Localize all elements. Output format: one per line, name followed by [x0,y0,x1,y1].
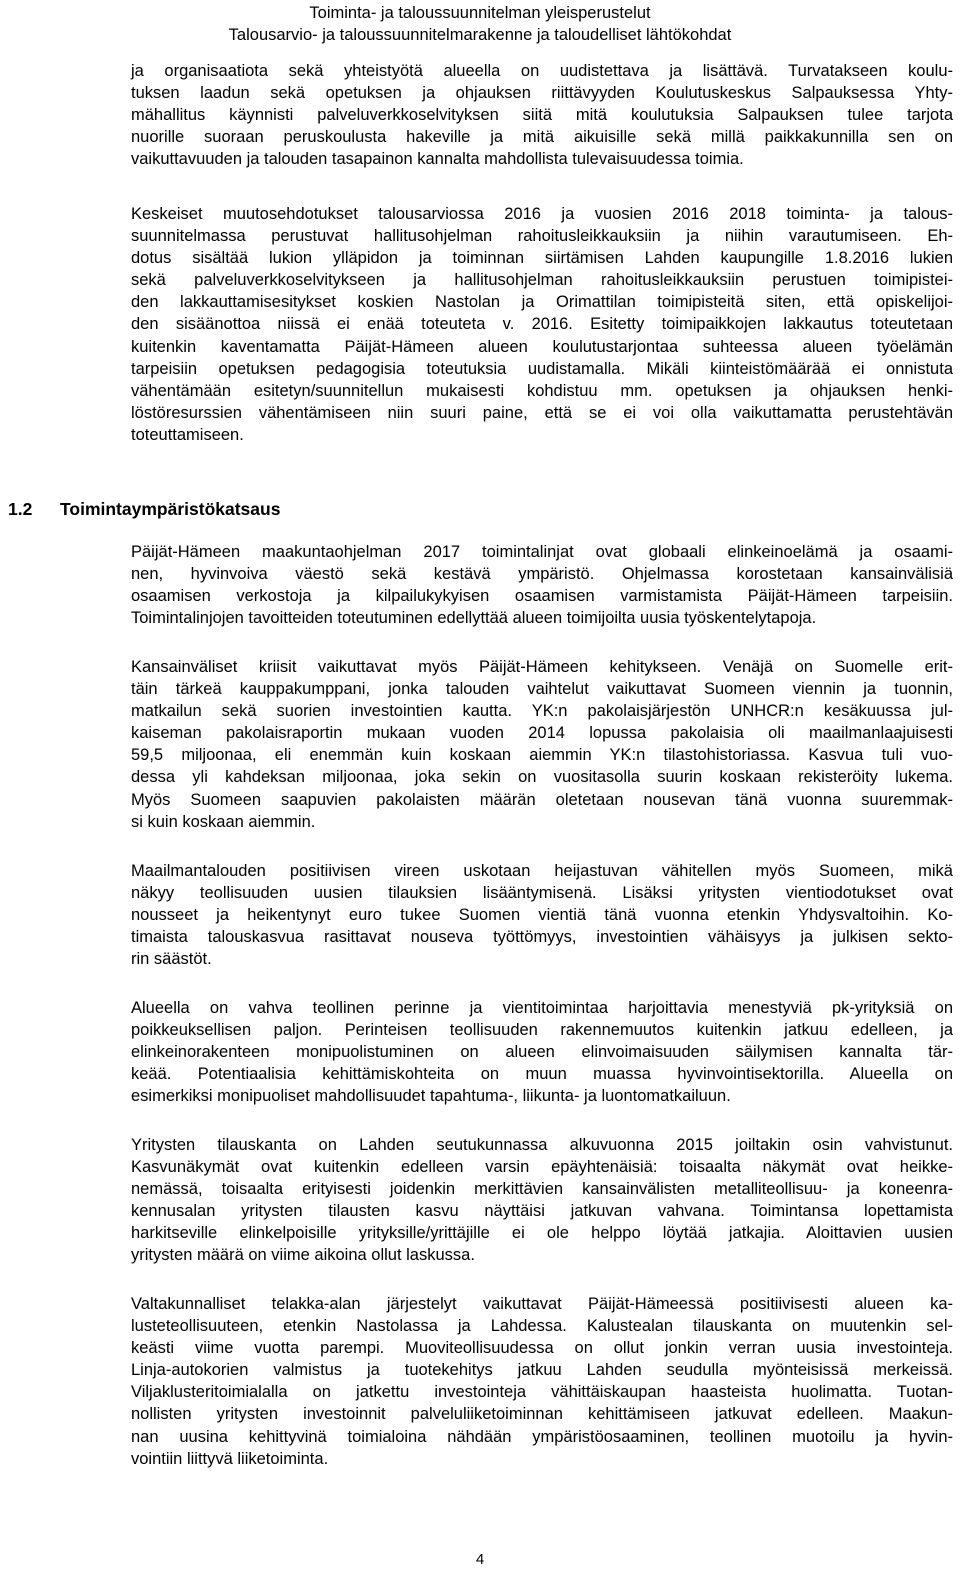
section-title: Toimintaympäristökatsaus [60,499,281,519]
text-line: rin säästöt. [131,950,212,969]
paragraph-tilauskanta [131,1134,953,1267]
section-heading [0,497,960,521]
text-line: kennusalan yritysten tilausten kasvu näyttäisi jatkuvan vahvana. Toimintansa lopettamista [131,1202,953,1221]
text-line: Keskeiset muutosehdotukset talousarviossa 2016 ja vuosien 2016 2018 toiminta- ja talous- [131,205,953,223]
text-line: esimerkiksi monipuoliset mahdollisuudet tapahtuma-, liikunta- ja luontomatkailuun. [131,1087,731,1106]
text-line: nousseet ja heikentynyt euro tukee Suomen vientiä tänä vuonna etenkin Yhdysvaltoihin. Ko- [131,906,953,925]
text-line: näkyy teollisuuden uusien tilauksien lisääntymisenä. Lisäksi yritysten vientiodotukset ovat [131,884,953,903]
text-line: Toimintalinjojen tavoitteiden toteutuminen edellyttää alueen toimijoilta uusia työskentelytapoja. [131,609,817,628]
paragraph-kansainvaliset-kriisit [131,656,953,833]
text-line: Valtakunnalliset telakka-alan järjestelyt vaikuttavat Päijät-Hämeessä positiivisesti alueen ka- [131,1295,953,1313]
text-line: yritysten määrä on viime aikoina ollut laskussa. [131,1246,475,1265]
text-line: nen, hyvinvoiva väestö sekä kestävä ympäristö. Ohjelmassa korostetaan kansainvälisiä [131,565,953,584]
text-line: si kuin koskaan aiemmin. [131,812,316,831]
text-line: elinkeinorakenteen monipuolistuminen on alueen elinvoimaisuuden säilymisen kannalta tär- [131,1043,953,1062]
text-line: dessa yli kahdeksan miljoonaa, joka sekin on vuositasolla suurin koskaan rekisteröity lukema. [131,768,953,787]
text-line: Kasvunäkymät ovat kuitenkin edelleen varsin epäyhtenäisiä: toisaalta näkymät ovat heikke- [131,1158,953,1177]
text-line: vaikuttavuuden ja talouden tasapainon kannalta mahdollista tulevaisuudessa toimia. [131,150,744,169]
paragraph-maailmantalous [131,860,953,970]
page-number: 4 [475,1551,485,1568]
text-line: Päijät-Hämeen maakuntaohjelman 2017 toimintalinjat ovat globaali elinkeinoelämä ja osaami- [131,543,953,561]
text-line: mähallitus käynnisti palveluverkkoselvityksen siitä mitä koulutuksia Salpauksen tulee tarjota [131,106,953,125]
text-line: vointiin liittyvä liiketoiminta. [131,1449,329,1468]
text-line: nollisten yritysten investoinnit palveluliiketoiminnan kehittämiseen jatkuvat edelleen. Maakun- [131,1405,953,1424]
page-header [0,2,960,46]
text-line: osaamisen verkostoja ja kilpailukykyisen osaamisen varmistamista Päijät-Hämeen tarpeisiin. [131,587,953,606]
text-line: nan uusina kehittyvinä toimialoina nähdään ympäristöosaaminen, teollinen muotoilu ja hyvin- [131,1427,953,1446]
text-line: suunnitelmassa perustuvat hallitusohjelman rahoitusleikkauksiin ja niihin varautumiseen. Eh- [131,227,953,246]
text-line: Maailmantalouden positiivisen vireen uskotaan heijastuvan vähitellen myös Suomeen, mikä [131,862,953,880]
section-number: 1.2 [8,499,33,519]
paragraph-maakuntaohjelma [131,541,953,629]
text-line: keää. Potentiaalisia kehittämiskohteita on muun muassa hyvinvointisektorilla. Alueella on [131,1065,953,1084]
text-line: nemässä, toisaalta erityisesti joidenkin merkittävien kansainvälisten metalliteollisuu- ja koneenra- [131,1180,953,1199]
text-line: Viljaklusteritoimialalla on jatkettu investointeja vähittäiskaupan haasteista huolimatta. Tuotan- [131,1383,953,1402]
text-line: 59,5 miljoonaa, eli enemmän kuin koskaan aiemmin YK:n tilastohistoriassa. Kasvua tuli vuo- [131,746,953,765]
text-line: tarpeisiin opetuksen pedagogisia toteutuksia uudistamalla. Mikäli kiinteistömäärää ei onnistuta [131,359,953,378]
text-line: harkitseville elinkelpoisille yrityksille/yrittäjille ei ole helppo löytää jatkajia. Aloittavien uusien [131,1224,953,1243]
text-line: Linja-autokorien valmistus ja tuotekehitys jatkuu Lahden seudulla myönteisissä merkeissä. [131,1361,953,1380]
text-line: toteuttamiseen. [131,425,244,444]
text-line: den sisäänottoa niissä ei enää toteuteta v. 2016. Esitetty toimipaikkojen lakkautus toteutetaan [131,315,953,334]
text-line: Kansainväliset kriisit vaikuttavat myös Päijät-Hämeen kehitykseen. Venäjä on Suomelle erit- [131,658,953,676]
text-line: timaista talouskasvua rasittavat nouseva työttömyys, investointien vähäisyys ja julkisen sekto- [131,928,953,947]
text-line: täin tärkeä kauppakumppani, jonka talouden vaihtelut vaikuttavat Suomeen viennin ja tuonnin, [131,680,953,699]
header-subtitle: Talousarvio- ja taloussuunnitelmarakenne ja taloudelliset lähtökohdat [228,26,732,44]
text-line: keästi viime vuotta parempi. Muoviteollisuudessa on ollut jonkin verran uusia investointeja. [131,1339,953,1358]
paragraph-salpaus-palveluverkko [131,60,953,170]
text-line: sekä palveluverkkoselvitykseen ja hallitusohjelman rahoitusleikkauksiin perustuen toimipistei- [131,271,953,290]
text-line: löstöresurssien vähentämiseen niin suuri paine, että se ei voi olla vaikuttamatta perustehtävän [131,403,953,422]
text-line: Alueella on vahva teollinen perinne ja vientitoimintaa harjoittavia menestyviä pk-yrityksiä on [131,999,953,1017]
text-line: ja organisaatiota sekä yhteistyötä alueella on uudistettava ja lisättävä. Turvatakseen koulu- [131,62,953,80]
text-line: tuksen laadun sekä opetuksen ja ohjauksen riittävyyden Koulutuskeskus Salpauksessa Yhty- [131,84,953,103]
text-line: den lakkauttamisesitykset koskien Nastolan ja Orimattilan toimipisteitä siten, että opiskelijoi- [131,293,953,312]
text-line: nuorille suoraan peruskoulusta hakeville ja mitä aikuisille sekä millä paikkakunnilla sen on [131,128,953,147]
text-line: matkailun sekä suorien investointien kautta. YK:n pakolaisjärjestön UNHCR:n kesäkuussa jul- [131,702,953,721]
text-line: Yritysten tilauskanta on Lahden seutukunnassa alkuvuonna 2015 joiltakin osin vahvistunut. [131,1136,953,1154]
text-line: kaiseman pakolaisraportin mukaan vuoden 2014 lopussa pakolaisia oli maailmanlaajuisesti [131,724,953,743]
paragraph-muutosehdotukset [131,203,953,446]
text-line: poikkeuksellisen paljon. Perinteisen teollisuuden rakennemuutos kuitenkin jatkuu edelleen, ja [131,1021,953,1040]
text-line: lusteteollisuuteen, etenkin Nastolassa ja Lahdessa. Kalustealan tilauskanta on muutenkin sel- [131,1317,953,1336]
text-line: kuitenkin kaventamatta Päijät-Hämeen alueen koulutustarjontaa suhteessa alueen työelämän [131,337,953,356]
text-line: dotus sisältää lukion ylläpidon ja toiminnan siirtämisen Lahden kaupungille 1.8.2016 lukien [131,249,953,268]
paragraph-telakka-ala [131,1293,953,1470]
paragraph-teollinen-perinne [131,997,953,1107]
text-line: Myös Suomeen saapuvien pakolaisten määrän oletetaan nousevan tänä vuonna suuremmak- [131,790,953,809]
header-title: Toiminta- ja taloussuunnitelman yleisperustelut [309,4,651,22]
text-line: vähentämään esitetyn/suunnitellun mukaisesti kohdistuu mm. opetuksen ja ohjauksen henki- [131,381,953,400]
